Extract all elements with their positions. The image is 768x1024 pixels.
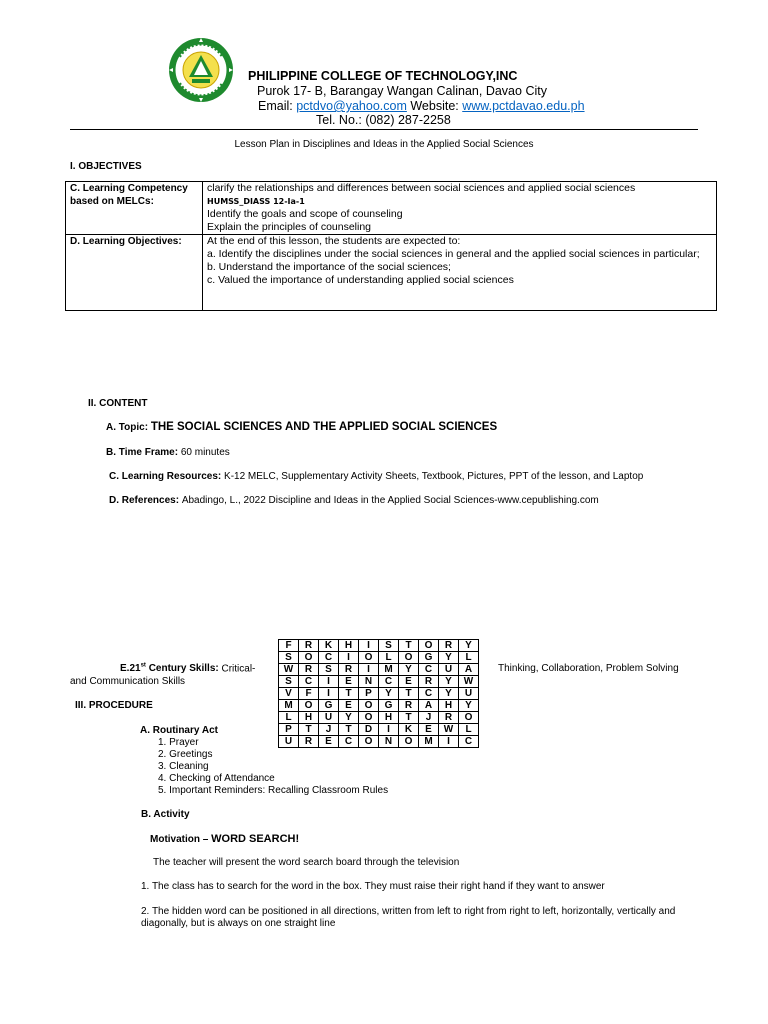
skills-text-a: Critical- <box>221 663 256 675</box>
grid-cell: H <box>379 712 399 724</box>
topic-line <box>106 421 497 433</box>
grid-cell: R <box>299 664 319 676</box>
grid-cell: P <box>359 688 379 700</box>
grid-cell: U <box>279 736 299 748</box>
grid-cell: T <box>299 724 319 736</box>
learning-line: b. Understand the importance of the social sciences; <box>207 261 451 273</box>
topic-value: THE SOCIAL SCIENCES AND THE APPLIED SOCIAL SCIENCES <box>150 421 498 433</box>
grid-cell: C <box>419 664 439 676</box>
grid-cell: C <box>299 676 319 688</box>
competency-row <box>66 182 717 235</box>
grid-cell: C <box>319 652 339 664</box>
grid-cell: S <box>279 652 299 664</box>
competency-label: C. Learning Competency based on MELCs: <box>66 182 203 235</box>
learning-line: At the end of this lesson, the students are expected to: <box>207 235 461 247</box>
grid-cell: Y <box>339 712 359 724</box>
objectives-table <box>65 181 717 311</box>
grid-cell: S <box>379 640 399 652</box>
grid-cell: I <box>319 676 339 688</box>
grid-cell: O <box>399 652 419 664</box>
grid-cell: I <box>339 652 359 664</box>
grid-cell: O <box>399 736 419 748</box>
grid-cell: N <box>359 676 379 688</box>
grid-cell: R <box>439 640 459 652</box>
references-value: Abadingo, L., 2022 Discipline and Ideas in the Applied Social Sciences-www.cepublishing.com <box>181 495 599 506</box>
grid-cell: O <box>359 700 379 712</box>
email-link[interactable]: pctdvo@yahoo.com <box>296 99 407 113</box>
plan-title: Lesson Plan in Disciplines and Ideas in the Applied Social Sciences <box>234 139 534 150</box>
grid-cell: I <box>359 664 379 676</box>
grid-cell: M <box>279 700 299 712</box>
grid-row <box>279 724 479 736</box>
list-item: 4. Checking of Attendance <box>158 773 275 784</box>
grid-cell: W <box>459 676 479 688</box>
competency-cell <box>203 182 717 235</box>
grid-cell: M <box>419 736 439 748</box>
grid-cell: O <box>359 712 379 724</box>
email-label: Email: <box>258 99 297 113</box>
grid-cell: I <box>359 640 379 652</box>
grid-cell: F <box>279 640 299 652</box>
grid-cell: G <box>379 700 399 712</box>
grid-cell: E <box>339 700 359 712</box>
grid-cell: A <box>459 664 479 676</box>
grid-cell: P <box>279 724 299 736</box>
grid-cell: I <box>379 724 399 736</box>
grid-cell: N <box>379 736 399 748</box>
contact-line <box>258 99 585 113</box>
step-2-text: 2. The hidden word can be positioned in all directions, written from left to right from right to left, horizontally, vertically and diagonally, but is always on one straight line <box>141 906 676 929</box>
org-address: Purok 17- B, Barangay Wangan Calinan, Davao City <box>257 84 547 98</box>
grid-row <box>279 640 479 652</box>
grid-cell: R <box>419 676 439 688</box>
grid-row <box>279 664 479 676</box>
skills-label: E.21st Century Skills: <box>120 663 222 675</box>
grid-cell: R <box>299 640 319 652</box>
grid-cell: T <box>339 688 359 700</box>
grid-cell: R <box>339 664 359 676</box>
grid-cell: C <box>419 688 439 700</box>
grid-cell: U <box>459 688 479 700</box>
grid-row <box>279 700 479 712</box>
learning-row <box>66 235 717 311</box>
resources-label: C. Learning Resources: <box>109 471 225 482</box>
grid-cell: L <box>379 652 399 664</box>
grid-cell: E <box>419 724 439 736</box>
references-line <box>109 495 599 506</box>
grid-cell: K <box>319 640 339 652</box>
grid-row <box>279 676 479 688</box>
competency-code: HUMSS_DIASS 12-Ia-1 <box>207 197 305 206</box>
skills-text-b: Thinking, Collaboration, Problem Solving <box>498 663 679 674</box>
motivation-title: WORD SEARCH! <box>211 833 300 845</box>
grid-cell: W <box>279 664 299 676</box>
word-search-grid <box>278 639 479 748</box>
grid-cell: Y <box>399 664 419 676</box>
list-item: 5. Important Reminders: Recalling Classroom Rules <box>158 785 389 796</box>
website-link[interactable]: www.pctdavao.edu.ph <box>462 99 585 113</box>
list-item: 2. Greetings <box>158 749 213 760</box>
grid-cell: T <box>399 688 419 700</box>
resources-line <box>109 471 643 482</box>
grid-cell: L <box>459 652 479 664</box>
grid-cell: L <box>279 712 299 724</box>
grid-cell: U <box>439 664 459 676</box>
step-1-text: 1. The class has to search for the word in the box. They must raise their right hand if they want to answer <box>141 881 605 892</box>
routinary-label: A. Routinary Act <box>140 725 218 736</box>
grid-cell: G <box>319 700 339 712</box>
grid-cell: W <box>439 724 459 736</box>
procedure-heading: III. PROCEDURE <box>75 700 153 711</box>
grid-cell: V <box>279 688 299 700</box>
activity-label: B. Activity <box>141 809 190 820</box>
grid-cell: G <box>419 652 439 664</box>
grid-cell: L <box>459 724 479 736</box>
org-name: PHILIPPINE COLLEGE OF TECHNOLOGY,INC <box>248 69 518 83</box>
learning-label: D. Learning Objectives: <box>66 235 203 311</box>
grid-cell: C <box>379 676 399 688</box>
list-item: 1. Prayer <box>158 737 199 748</box>
grid-cell: R <box>439 712 459 724</box>
tel-number: Tel. No.: (082) 287-2258 <box>316 113 451 127</box>
grid-cell: I <box>319 688 339 700</box>
grid-cell: C <box>339 736 359 748</box>
list-item: 3. Cleaning <box>158 761 209 772</box>
intro-text: The teacher will present the word search board through the television <box>153 857 460 868</box>
grid-cell: O <box>359 652 379 664</box>
grid-row <box>279 712 479 724</box>
grid-cell: U <box>319 712 339 724</box>
grid-cell: S <box>319 664 339 676</box>
competency-line: clarify the relationships and differences between social sciences and applied social sciences <box>207 182 636 194</box>
time-value: 60 minutes <box>180 447 230 458</box>
learning-line: a. Identify the disciplines under the social sciences in general and the applied social sciences in particular; <box>207 248 700 260</box>
grid-cell: K <box>399 724 419 736</box>
grid-cell: H <box>339 640 359 652</box>
grid-cell: H <box>299 712 319 724</box>
grid-cell: O <box>299 652 319 664</box>
learning-cell <box>203 235 717 311</box>
grid-cell: T <box>399 712 419 724</box>
grid-cell: O <box>299 700 319 712</box>
time-label: B. Time Frame: <box>106 447 181 458</box>
grid-cell: O <box>459 712 479 724</box>
grid-cell: D <box>359 724 379 736</box>
learning-line: c. Valued the importance of understanding applied social sciences <box>207 274 514 286</box>
grid-cell: T <box>399 640 419 652</box>
grid-cell: O <box>419 640 439 652</box>
grid-cell: I <box>439 736 459 748</box>
grid-cell: E <box>319 736 339 748</box>
grid-cell: R <box>399 700 419 712</box>
resources-value: K-12 MELC, Supplementary Activity Sheets, Textbook, Pictures, PPT of the lesson, and Laptop <box>224 471 644 482</box>
skills-line <box>120 663 255 674</box>
grid-cell: H <box>439 700 459 712</box>
motivation-label: Motivation – <box>150 834 212 845</box>
content-heading: II. CONTENT <box>88 398 148 409</box>
routinary-list <box>158 737 388 797</box>
grid-cell: C <box>459 736 479 748</box>
grid-cell: M <box>379 664 399 676</box>
grid-cell: Y <box>459 640 479 652</box>
topic-label: A. Topic: <box>106 422 151 433</box>
grid-cell: E <box>339 676 359 688</box>
references-label: D. References: <box>109 495 182 506</box>
grid-cell: Y <box>379 688 399 700</box>
grid-cell: Y <box>439 688 459 700</box>
grid-cell: A <box>419 700 439 712</box>
grid-cell: T <box>339 724 359 736</box>
time-line <box>106 447 230 458</box>
header-divider <box>70 129 698 130</box>
grid-cell: Y <box>459 700 479 712</box>
grid-row <box>279 652 479 664</box>
grid-cell: J <box>419 712 439 724</box>
grid-cell: R <box>299 736 319 748</box>
competency-line: Explain the principles of counseling <box>207 221 372 233</box>
website-label: Website: <box>406 99 463 113</box>
grid-cell: F <box>299 688 319 700</box>
college-seal-icon <box>168 37 234 103</box>
grid-cell: Y <box>439 652 459 664</box>
motivation-line <box>150 833 299 845</box>
competency-line: Identify the goals and scope of counseling <box>207 208 403 220</box>
skills-text-c: and Communication Skills <box>70 676 186 687</box>
grid-cell: S <box>279 676 299 688</box>
grid-cell: O <box>359 736 379 748</box>
grid-cell: Y <box>439 676 459 688</box>
grid-row <box>279 688 479 700</box>
grid-cell: E <box>399 676 419 688</box>
grid-cell: J <box>319 724 339 736</box>
objectives-heading: I. OBJECTIVES <box>70 161 142 172</box>
